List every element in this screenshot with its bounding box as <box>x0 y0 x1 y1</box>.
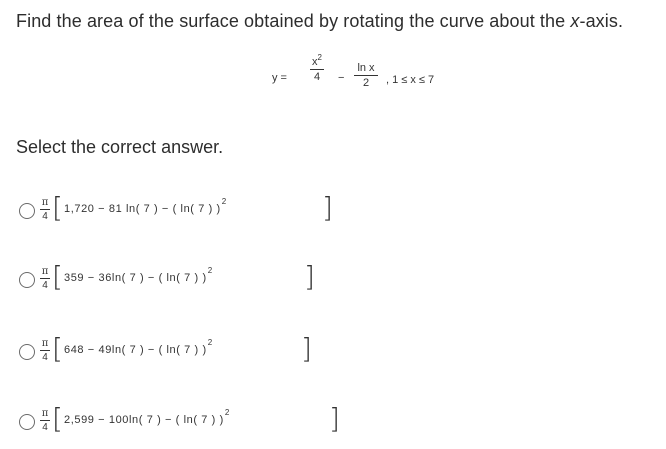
equation-fraction-ln <box>354 62 378 89</box>
expression-exponent: 2 <box>221 197 227 206</box>
fraction-bar <box>40 209 50 210</box>
expression-exponent: 2 <box>207 266 213 275</box>
fraction-denominator: 4 <box>42 352 48 363</box>
question-text-after: -axis. <box>579 11 624 31</box>
pi-over-4-fraction <box>40 197 50 222</box>
fraction-numerator: x <box>312 56 318 68</box>
answer-expression <box>64 197 227 215</box>
radio-button[interactable] <box>19 272 35 288</box>
answer-option-1[interactable] <box>19 191 339 231</box>
pi-symbol: π <box>41 338 49 349</box>
right-bracket: ] <box>301 332 312 365</box>
expression-text: 648 − 49ln( 7 ) − ( ln( 7 ) ) <box>64 344 207 356</box>
answer-expression <box>64 408 230 426</box>
pi-symbol: π <box>41 408 49 419</box>
pi-over-4-fraction <box>40 266 50 291</box>
fraction-denominator: 2 <box>362 77 370 89</box>
equation-minus: − <box>338 72 345 84</box>
answer-option-2[interactable] <box>19 260 319 300</box>
radio-button[interactable] <box>19 414 35 430</box>
fraction-bar <box>40 350 50 351</box>
fraction-exponent: 2 <box>317 53 322 62</box>
answer-expression <box>64 266 213 284</box>
equation-fraction-x-squared <box>310 53 324 83</box>
right-bracket: ] <box>322 191 333 224</box>
fraction-denominator: 4 <box>313 71 321 83</box>
select-answer-label: Select the correct answer. <box>16 137 224 157</box>
pi-symbol: π <box>41 197 49 208</box>
radio-button[interactable] <box>19 203 35 219</box>
left-bracket: [ <box>52 260 63 293</box>
fraction-bar <box>40 420 50 421</box>
fraction-numerator: ln x <box>357 62 375 74</box>
fraction-denominator: 4 <box>42 280 48 291</box>
fraction-bar <box>40 278 50 279</box>
question-text-before: Find the area of the surface obtained by rotating the curve about the <box>16 11 571 31</box>
expression-exponent: 2 <box>224 408 230 417</box>
right-bracket: ] <box>304 260 315 293</box>
fraction-bar <box>354 75 378 76</box>
expression-exponent: 2 <box>207 338 213 347</box>
expression-text: 2,599 − 100ln( 7 ) − ( ln( 7 ) ) <box>64 414 224 426</box>
expression-text: 1,720 − 81 ln( 7 ) − ( ln( 7 ) ) <box>64 203 221 215</box>
left-bracket: [ <box>52 332 63 365</box>
fraction-denominator: 4 <box>42 211 48 222</box>
pi-over-4-fraction <box>40 338 50 363</box>
answer-expression <box>64 338 213 356</box>
expression-text: 359 − 36ln( 7 ) − ( ln( 7 ) ) <box>64 272 207 284</box>
question-variable: x <box>570 11 580 31</box>
equation-domain: , 1 ≤ x ≤ 7 <box>386 74 435 86</box>
fraction-bar <box>310 69 324 70</box>
right-bracket: ] <box>329 402 340 435</box>
fraction-denominator: 4 <box>42 422 48 433</box>
pi-symbol: π <box>41 266 49 277</box>
radio-button[interactable] <box>19 344 35 360</box>
equation-lhs: y = <box>272 72 287 84</box>
left-bracket: [ <box>52 191 63 224</box>
left-bracket: [ <box>52 402 63 435</box>
answer-option-3[interactable] <box>19 332 319 372</box>
pi-over-4-fraction <box>40 408 50 433</box>
question-text <box>16 11 623 32</box>
answer-option-4[interactable] <box>19 402 349 442</box>
